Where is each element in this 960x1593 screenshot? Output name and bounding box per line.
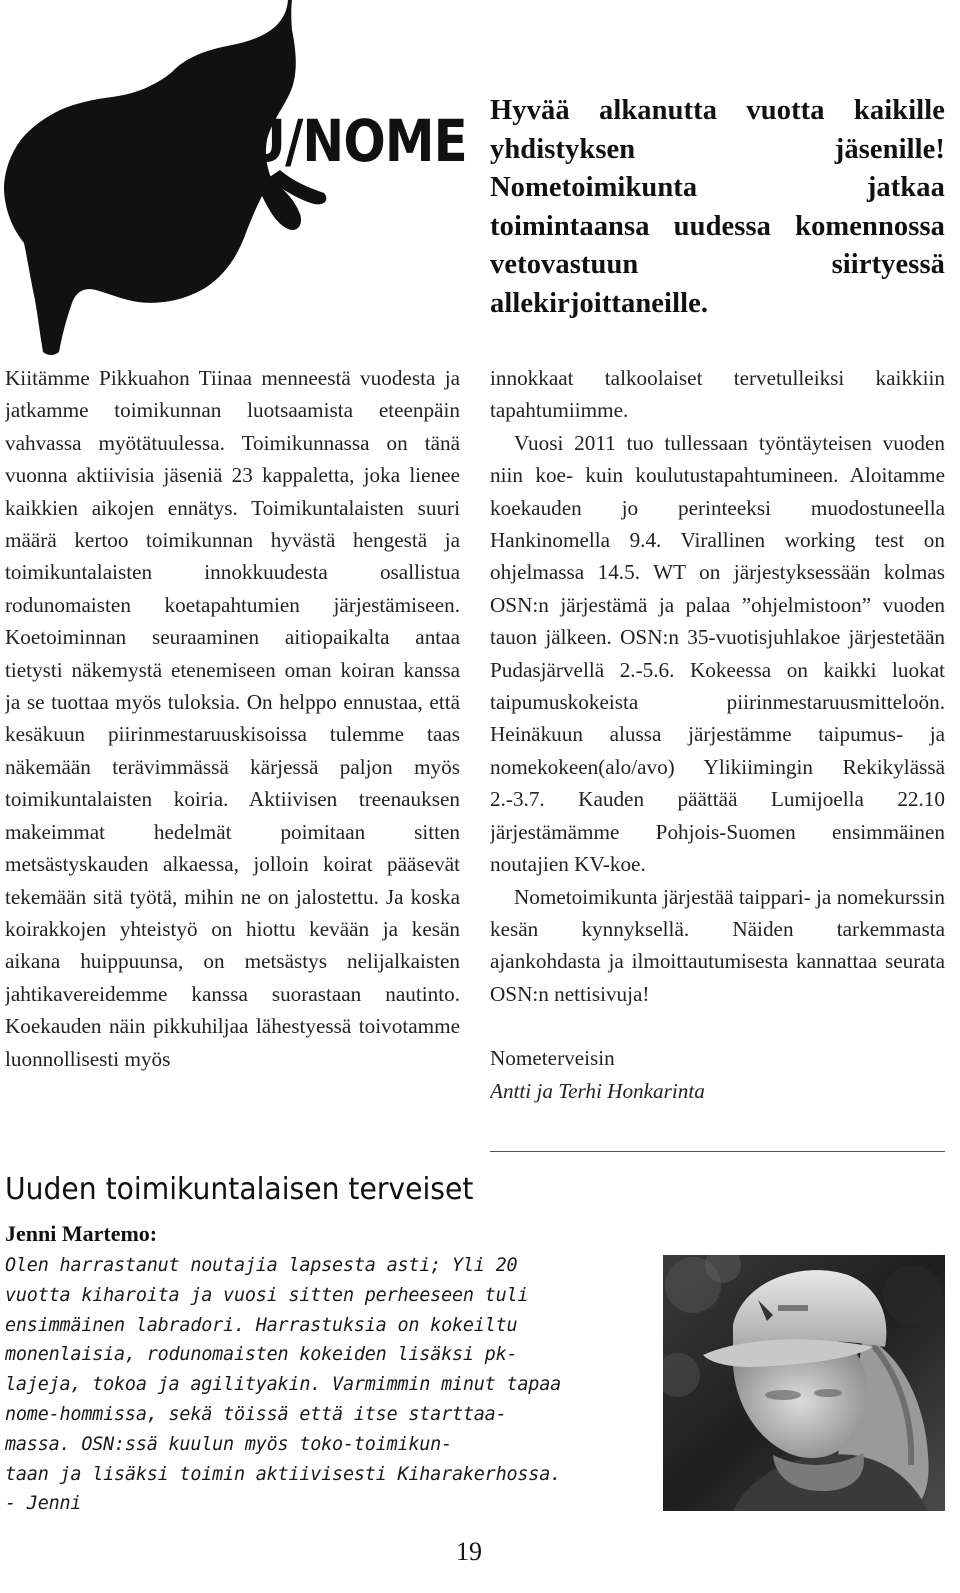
article-paragraph: Kiitämme Pikkuahon Tiinaa menneestä vuodesta ja jatkamme toimikunnan luotsaamista eteenpäin vahvassa myötätuulessa. Toimikunnassa on tänä vuonna aktiivisia jäseniä 23 kappaletta, joka lienee kaikkien aikojen ennätys. Toimikuntalaisten suuri määrä kertoo toimikunnan hyvästä hengestä ja toimikuntalaisten innokkuudesta osallistua rodunomaisten koetapahtumien järjestämiseen. Koetoiminnan seuraaminen aitiopaikalta antaa tietysti näkemystä etenemiseen oman koiran kanssa ja se tuottaa myös tuloksia. On helppo ennustaa, että kesäkuun piirinmestaruuskisoissa tulemme taas näkemään terävimmässä kärjessä paljon myös toimikuntalaisten koiria. Aktiivisen treenauksen makeimmat hedelmät poimitaan sitten metsästyskauden alkaessa, jolloin koirat pääsevät tekemään sitä työtä, mihin ne on jalostettu. Ja koska koirakkojen yhteistyö on hiottu kevään ja kesän aikana huippuunsa, on metsästys nelijalkaisten jahtikavereidemme kanssa suorastaan nautinto. Koekauden näin pikkuhiljaa lähestyessä toivotamme luonnollisesti myös — [5, 366, 460, 1071]
leaping-dog-silhouette-icon — [0, 0, 475, 365]
signature: Antti ja Terhi Honkarinta — [490, 1078, 705, 1103]
author-name: Jenni Martemo: — [5, 1221, 158, 1246]
intro-text: Hyvää alkanutta vuotta kaikille yhdistyksen jäsenille! Nometoimikunta jatkaa toimintaansa uudessa komennossa vetovastuun siirtyessä allekirjoittaneille. — [490, 95, 945, 319]
handwritten-text: Olen harrastanut noutajia lapsesta asti; Yli 20 vuotta kiharoita ja vuosi sitten perheeseen tuli ensimmäinen labradori. Harrastuksia on kokeiltu monenlaisia, rodunomaisten kokeiden lisäksi pk- lajeja, tokoa ja agilityakin. Varmimmin minut tapaa nome-hommissa, sekä töissä että itse starttaa- massa. OSN:ssä kuulun myös toko-toimikun- taan ja lisäksi toimin aktiivisesti Kiharakerhossa. - Jenni — [5, 1254, 561, 1515]
page-number: 19 — [456, 1537, 482, 1566]
article-paragraph: Vuosi 2011 tuo tullessaan työntäyteisen vuoden niin koe- kuin koulutustapahtumineen. Aloitamme koekauden jo perinteeksi muodostuneella Hankinomella 9.4. Virallinen working test on ohjelmassa 14.5. WT on järjestyksessään kolmas OSN:n järjestämä ja palaa ”ohjelmistoon” vuoden tauon jälkeen. OSN:n 35-vuotisjuhlakoe järjestetään Pudasjärvellä 2.-5.6. Kokeessa on kaikki luokat taipumuskokeista piirinmestaruusmitteloön. Heinäkuun alussa järjestämme taipumus- ja nomekokeen(alo/avo) Ylikiimingin Rekikylässä 2.-3.7. Kauden päättää Lumijoella 22.10 järjestämämme Pohjois-Suomen ensimmäinen noutajien KV-koe. — [490, 430, 945, 877]
article-left-column — [5, 362, 460, 1152]
closing-greeting: Nometerveisin — [490, 1046, 615, 1071]
article-paragraph: Nometoimikunta järjestää taippari- ja nomekurssin kesän kynnyksellä. Näiden tarkemmasta ajankohdasta ja ilmoittautumisesta kannattaa seurata OSN:n nettisivuja! — [490, 884, 945, 1006]
portrait-photo — [663, 1255, 945, 1511]
section-divider — [490, 1151, 945, 1152]
logo — [0, 0, 475, 365]
logo-text: NOU/NOME — [163, 107, 467, 175]
article-paragraph: innokkaat talkoolaiset tervetulleiksi kaikkiin tapahtumiimme. — [490, 366, 945, 423]
section-heading: Uuden toimikuntalaisen terveiset — [5, 1172, 474, 1207]
article-right-column — [490, 362, 945, 1142]
